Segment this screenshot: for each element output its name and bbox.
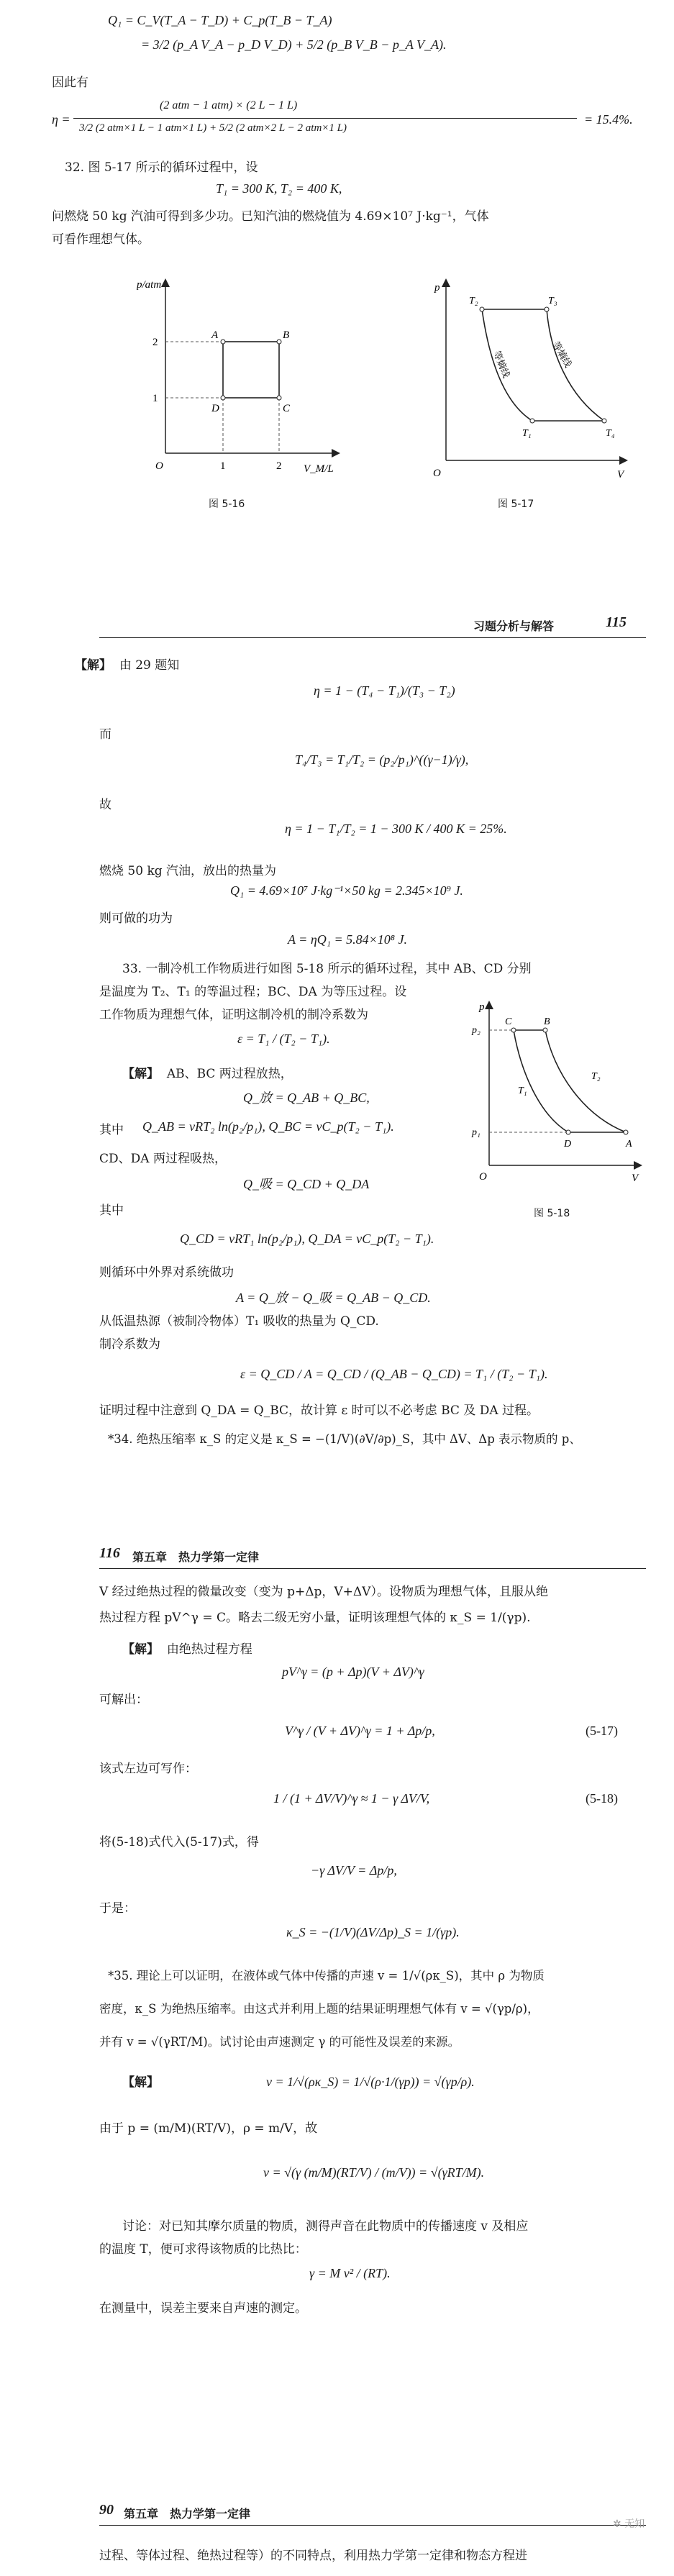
therefore-text: 因此有 [52, 76, 88, 90]
fig516-point-a: A [211, 329, 219, 341]
page2-solution2-intro: 【解】 AB、BC 两过程放热， [122, 1067, 293, 1081]
page3-solution-intro: 【解】 由绝热过程方程 [122, 1642, 252, 1657]
fig518-cycle [514, 1030, 626, 1132]
fig517-point-t2: T₂ [469, 296, 478, 306]
q33-line3: 工作物质为理想气体，证明这制冷机的制冷系数为 [99, 1008, 368, 1022]
cd-da-text: CD、DA 两过程吸热， [99, 1152, 227, 1166]
page2-eta-equation: η = 1 − (T₄ − T₁)/(T₃ − T₂) [314, 683, 455, 698]
q32-text-line2: 可看作理想气体。 [52, 232, 150, 247]
page3-header-page: 116 [99, 1545, 120, 1561]
kappa-equation: κ_S = −(1/V)(ΔV/Δp)_S = 1/(γp). [286, 1925, 460, 1939]
q32-intro: 32. 图 5-17 所示的循环过程中，设 [65, 160, 258, 175]
page2-work-text: 则可做的功为 [99, 911, 173, 926]
fig516-origin: O [155, 460, 163, 472]
page2-work-equation: A = ηQ₁ = 5.84×10⁸ J. [288, 932, 408, 947]
q-ab-bc-equation: Q_AB = νRT₂ ln(p₂/p₁), Q_BC = νC_p(T₂ − T₁). [142, 1119, 394, 1134]
fig517-point-t1: T₁ [522, 428, 532, 439]
q-cd-da-equation: Q_CD = νRT₁ ln(p₂/p₁), Q_DA = νC_p(T₂ − T₁). [180, 1232, 434, 1246]
q33-line1: 33. 一制冷机工作物质进行如图 5-18 所示的循环过程，其中 AB、CD 分别 [122, 962, 532, 976]
fig516-cycle [223, 342, 279, 398]
fig518-p2-label: p₂ [472, 1025, 481, 1036]
fig516-point-c: C [283, 403, 291, 414]
fig517-caption: 图 5-17 [498, 499, 534, 510]
equation-5-18: 1 / (1 + ΔV/V)^γ ≈ 1 − γ ΔV/V, [273, 1791, 430, 1806]
q33-epsilon: ε = T₁ / (T₂ − T₁). [237, 1032, 330, 1046]
q1-equation-line2: = 3/2 (p_A V_A − p_D V_D) + 5/2 (p_B V_B − p_A V_A). [141, 37, 447, 52]
equation-5-17: V^γ / (V + ΔV)^γ = 1 + Δp/p, [285, 1724, 435, 1738]
q-out-equation: Q_放 = Q_AB + Q_BC, [243, 1091, 370, 1105]
gamma-equation: γ = M v² / (RT). [309, 2266, 391, 2280]
page3-solution2-label: 【解】 [122, 2075, 159, 2090]
proof-note: 证明过程中注意到 Q_DA = Q_BC，故计算 ε 时可以不必考虑 BC 及 DA 过程。 [99, 1403, 539, 1418]
fig517-curve-label-left: 等熵线 [491, 349, 512, 380]
fig517-point-t4: T₄ [606, 428, 615, 439]
fig516-ytick-2: 2 [152, 337, 158, 348]
epsilon-equation: ε = Q_CD / A = Q_CD / (Q_AB − Q_CD) = T₁ / (T₂ − T₁). [240, 1367, 548, 1381]
so-text: 于是： [99, 1901, 136, 1916]
watermark-icon: ✲ [613, 2518, 625, 2530]
watermark: ✲ 无知 [613, 2518, 645, 2530]
page4-header-page: 90 [99, 2502, 114, 2518]
fig516-ytick-1: 1 [152, 393, 158, 404]
discussion-line1: 讨论：对已知其摩尔质量的物质，测得声音在此物质中的传播速度 v 及相应 [122, 2219, 529, 2234]
adiabatic-equation: pV^γ = (p + Δp)(V + ΔV)^γ [282, 1665, 424, 1679]
q32-text-line1: 问燃烧 50 kg 汽油可得到多少功。已知汽油的燃烧值为 4.69×10⁷ J·kg⁻¹，气体 [52, 209, 489, 224]
work-ext-text: 则循环中外界对系统做功 [99, 1265, 234, 1280]
fig516-xtick-2: 2 [276, 460, 282, 472]
q35-line1: *35. 理论上可以证明，在液体或气体中传播的声速 v = 1/√(ρκ_S)，其中 ρ 为物质 [108, 1969, 545, 1983]
fig518-point-c: C [505, 1016, 512, 1027]
fig518-origin: O [479, 1171, 487, 1183]
fig518-point-d: D [564, 1139, 572, 1150]
eta-equation: η = (2 atm − 1 atm) × (2 L − 1 L) 3/2 (2 atm×1 L − 1 atm×1 L) + 5/2 (2 atm×2 L − 2 atm×1 L) = 15.4%. [52, 99, 633, 134]
solve-text: 可解出： [99, 1693, 148, 1707]
fig518-t1-label: T₁ [518, 1086, 527, 1096]
page2-heat-text: 燃烧 50 kg 汽油，放出的热量为 [99, 864, 277, 878]
cold-text-2: 制冷系数为 [99, 1337, 160, 1352]
substitute-text: 将(5-18)式代入(5-17)式，得 [99, 1835, 259, 1849]
figure-5-17 [424, 266, 640, 489]
left-side-text: 该式左边可写作： [99, 1762, 197, 1776]
equation-5-17-number: (5-17) [586, 1724, 618, 1738]
page2-eta-value: η = 1 − T₁/T₂ = 1 − 300 K / 400 K = 25%. [285, 822, 507, 836]
fig518-x-label: V [632, 1173, 639, 1184]
fig516-x-label: V_M/L [304, 463, 334, 475]
v-equation-2: v = √(γ (m/M)(RT/V) / (m/V)) = √(γRT/M). [263, 2165, 485, 2180]
figure-5-16 [137, 259, 352, 489]
fig516-point-b: B [283, 329, 290, 341]
error-text: 在测量中，误差主要来自声速的测定。 [99, 2301, 307, 2316]
q34-line: *34. 绝热压缩率 κ_S 的定义是 κ_S = −(1/V)(∂V/∂p)_S，其中 ΔV、Δp 表示物质的 p、 [108, 1432, 581, 1446]
fig517-y-label: p [434, 282, 440, 293]
page3-intro-line1: V 经过绝热过程的微量改变（变为 p+Δp，V+ΔV）。设物质为理想气体，且服从绝 [99, 1585, 548, 1599]
fig518-t2-label: T₂ [591, 1071, 601, 1082]
fig518-caption: 图 5-18 [534, 1208, 570, 1219]
q33-line2: 是温度为 T₂、T₁ 的等温过程；BC、DA 为等压过程。设 [99, 985, 407, 999]
fig517-point-t3: T₃ [548, 296, 557, 306]
page2-and-text: 而 [99, 727, 111, 742]
v-equation-1: v = 1/√(ρκ_S) = 1/√(ρ·1/(γp)) = √(γp/ρ). [266, 2075, 475, 2089]
cold-text-1: 从低温热源（被制冷物体）T₁ 吸收的热量为 Q_CD. [99, 1314, 379, 1329]
figure-5-18 [460, 993, 647, 1194]
fig516-point-d: D [211, 403, 219, 414]
page4-header-title: 第五章 热力学第一定律 [124, 2507, 251, 2521]
page3-intro-line2: 热过程方程 pV^γ = C。略去二级无穷小量，证明该理想气体的 κ_S = 1/(γp). [99, 1611, 531, 1625]
page2-header-page: 115 [606, 614, 627, 630]
fig517-x-label: V [617, 469, 624, 481]
fig517-curve-label-right: 等熵线 [550, 340, 574, 370]
page2-header-title: 习题分析与解答 [473, 619, 555, 633]
page4-bottom-text: 过程、等体过程、绝热过程等）的不同特点，利用热力学第一定律和物态方程进 [99, 2549, 527, 2563]
page2-solution-intro: 【解】 由 29 题知 [75, 658, 180, 673]
page4-header-rule [99, 2525, 646, 2526]
equation-5-18-number: (5-18) [586, 1791, 618, 1806]
fig518-point-a: A [626, 1139, 632, 1150]
fig516-y-label: p/atm [137, 279, 162, 291]
page3-header-title: 第五章 热力学第一定律 [132, 1550, 260, 1564]
page2-header-rule [99, 637, 646, 638]
q32-temps: T₁ = 300 K, T₂ = 400 K, [216, 181, 342, 196]
page2-where-text: 其中 [99, 1123, 124, 1137]
fig517-origin: O [433, 468, 441, 479]
page2-where2-text: 其中 [99, 1203, 124, 1218]
fig518-y-label: p [479, 1001, 485, 1013]
q35-line3: 并有 v = √(γRT/M)。试讨论由声速测定 γ 的可能性及误差的来源。 [99, 2035, 460, 2049]
fig518-point-b: B [544, 1016, 550, 1027]
work-ext-equation: A = Q_放 − Q_吸 = Q_AB − Q_CD. [236, 1291, 431, 1305]
page2-hence-text: 故 [99, 798, 111, 812]
page2-heat-equation: Q₁ = 4.69×10⁷ J·kg⁻¹×50 kg = 2.345×10⁹ J. [230, 883, 463, 898]
fig516-xtick-1: 1 [220, 460, 226, 472]
page3-header-rule [99, 1568, 646, 1569]
q1-equation-line1: Q₁ = C_V(T_A − T_D) + C_p(T_B − T_A) [108, 13, 332, 27]
density-text: 由于 p = (m/M)(RT/V)，ρ = m/V，故 [99, 2121, 318, 2136]
fig518-p1-label: p₁ [472, 1127, 481, 1138]
page2-ratio-equation: T₄/T₃ = T₁/T₂ = (p₂/p₁)^((γ−1)/γ), [295, 752, 469, 767]
q35-line2: 密度，κ_S 为绝热压缩率。由这式并利用上题的结果证明理想气体有 v = √(γp/ρ)， [99, 2002, 539, 2016]
substitution-equation: −γ ΔV/V = Δp/p, [311, 1863, 397, 1878]
q-in-equation: Q_吸 = Q_CD + Q_DA [243, 1177, 370, 1191]
discussion-line2: 的温度 T，便可求得该物质的比热比： [99, 2242, 307, 2257]
fig516-caption: 图 5-16 [209, 499, 245, 510]
